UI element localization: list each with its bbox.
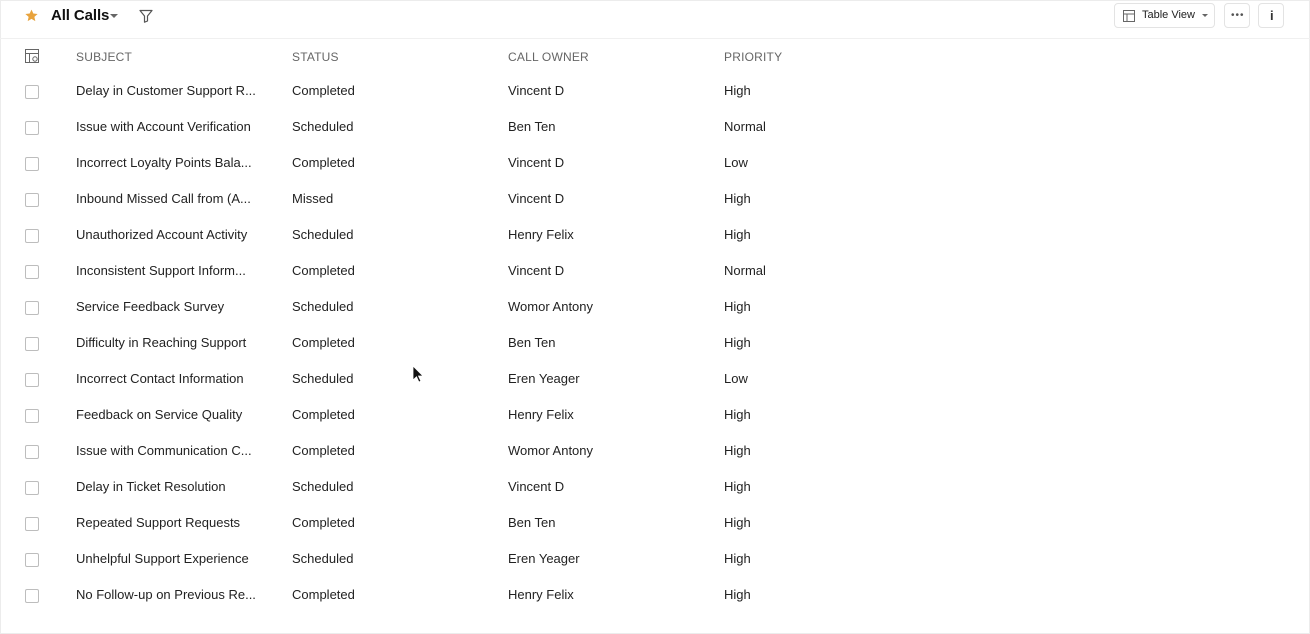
info-button[interactable] xyxy=(1258,3,1284,28)
priority-cell: High xyxy=(724,551,751,566)
table-row[interactable] xyxy=(0,470,1310,506)
subject-cell[interactable]: Delay in Ticket Resolution xyxy=(76,479,226,494)
table-row[interactable] xyxy=(0,362,1310,398)
status-cell: Missed xyxy=(292,191,334,206)
priority-cell: High xyxy=(724,479,751,494)
table-row[interactable] xyxy=(0,218,1310,254)
row-checkbox[interactable] xyxy=(25,301,39,315)
table-view-button[interactable] xyxy=(1114,3,1215,28)
status-cell: Completed xyxy=(292,335,355,350)
owner-cell: Womor Antony xyxy=(508,443,594,458)
priority-cell: High xyxy=(724,227,751,242)
priority-cell: High xyxy=(724,335,751,350)
status-cell: Scheduled xyxy=(292,227,354,242)
priority-cell: High xyxy=(724,83,751,98)
column-header-call-owner[interactable]: CALL OWNER xyxy=(508,50,589,64)
priority-cell: Low xyxy=(724,371,748,386)
row-checkbox[interactable] xyxy=(25,481,39,495)
top-bar xyxy=(0,0,1310,38)
calls-table xyxy=(0,38,1310,614)
status-cell: Completed xyxy=(292,155,355,170)
owner-cell: Vincent D xyxy=(508,263,565,278)
table-row[interactable] xyxy=(0,110,1310,146)
mouse-cursor-icon xyxy=(412,365,424,383)
owner-cell: Henry Felix xyxy=(508,407,574,422)
subject-cell[interactable]: Service Feedback Survey xyxy=(76,299,225,314)
column-header-subject[interactable]: SUBJECT xyxy=(76,50,133,64)
priority-cell: Low xyxy=(724,155,748,170)
row-checkbox[interactable] xyxy=(25,589,39,603)
priority-cell: Normal xyxy=(724,119,766,134)
subject-cell[interactable]: Inbound Missed Call from (A... xyxy=(76,191,251,206)
status-cell: Completed xyxy=(292,587,355,602)
owner-cell: Vincent D xyxy=(508,191,565,206)
subject-cell[interactable]: Difficulty in Reaching Support xyxy=(76,335,247,350)
filter-icon[interactable] xyxy=(138,8,154,24)
page-title[interactable]: All Calls xyxy=(51,7,110,24)
status-cell: Completed xyxy=(292,515,355,530)
status-cell: Scheduled xyxy=(292,551,354,566)
priority-cell: High xyxy=(724,299,751,314)
status-cell: Completed xyxy=(292,407,355,422)
row-checkbox[interactable] xyxy=(25,445,39,459)
priority-cell: High xyxy=(724,443,751,458)
subject-cell[interactable]: Feedback on Service Quality xyxy=(76,407,243,422)
subject-cell[interactable]: Issue with Account Verification xyxy=(76,119,251,134)
owner-cell: Henry Felix xyxy=(508,587,574,602)
status-cell: Scheduled xyxy=(292,479,354,494)
more-options-icon: ••• xyxy=(1231,10,1245,21)
owner-cell: Vincent D xyxy=(508,479,565,494)
owner-cell: Ben Ten xyxy=(508,335,556,350)
owner-cell: Ben Ten xyxy=(508,119,556,134)
row-checkbox[interactable] xyxy=(25,229,39,243)
table-view-label: Table View xyxy=(1142,9,1195,21)
table-row[interactable] xyxy=(0,74,1310,110)
owner-cell: Ben Ten xyxy=(508,515,556,530)
status-cell: Scheduled xyxy=(292,299,354,314)
table-row[interactable] xyxy=(0,146,1310,182)
priority-cell: High xyxy=(724,407,751,422)
status-cell: Completed xyxy=(292,263,355,278)
column-header-priority[interactable]: PRIORITY xyxy=(724,50,783,64)
owner-cell: Eren Yeager xyxy=(508,371,580,386)
row-checkbox[interactable] xyxy=(25,85,39,99)
owner-cell: Vincent D xyxy=(508,155,565,170)
row-checkbox[interactable] xyxy=(25,373,39,387)
column-header-status[interactable]: STATUS xyxy=(292,50,339,64)
table-row[interactable] xyxy=(0,182,1310,218)
info-icon: i xyxy=(1270,8,1274,23)
priority-cell: High xyxy=(724,191,751,206)
table-header xyxy=(0,38,1310,74)
table-row[interactable] xyxy=(0,398,1310,434)
status-cell: Completed xyxy=(292,443,355,458)
status-cell: Completed xyxy=(292,83,355,98)
priority-cell: High xyxy=(724,515,751,530)
row-checkbox[interactable] xyxy=(25,517,39,531)
subject-cell[interactable]: Delay in Customer Support R... xyxy=(76,83,256,98)
row-checkbox[interactable] xyxy=(25,265,39,279)
row-checkbox[interactable] xyxy=(25,121,39,135)
table-row[interactable] xyxy=(0,254,1310,290)
chevron-down-icon xyxy=(1202,14,1208,17)
subject-cell[interactable]: Incorrect Loyalty Points Bala... xyxy=(76,155,252,170)
row-checkbox[interactable] xyxy=(25,193,39,207)
owner-cell: Womor Antony xyxy=(508,299,594,314)
row-checkbox[interactable] xyxy=(25,409,39,423)
row-checkbox[interactable] xyxy=(25,337,39,351)
subject-cell[interactable]: Unhelpful Support Experience xyxy=(76,551,249,566)
more-options-button[interactable] xyxy=(1224,3,1250,28)
column-settings-icon[interactable] xyxy=(25,49,39,63)
priority-cell: Normal xyxy=(724,263,766,278)
row-checkbox[interactable] xyxy=(25,157,39,171)
table-row[interactable] xyxy=(0,542,1310,578)
table-view-icon xyxy=(1123,10,1135,22)
subject-cell[interactable]: Issue with Communication C... xyxy=(76,443,252,458)
row-checkbox[interactable] xyxy=(25,553,39,567)
owner-cell: Vincent D xyxy=(508,83,565,98)
chevron-down-icon[interactable] xyxy=(110,14,118,18)
subject-cell[interactable]: No Follow-up on Previous Re... xyxy=(76,587,256,602)
subject-cell[interactable]: Repeated Support Requests xyxy=(76,515,241,530)
subject-cell[interactable]: Unauthorized Account Activity xyxy=(76,227,248,242)
priority-cell: High xyxy=(724,587,751,602)
subject-cell[interactable]: Inconsistent Support Inform... xyxy=(76,263,246,278)
owner-cell: Eren Yeager xyxy=(508,551,580,566)
table-row[interactable] xyxy=(0,578,1310,614)
subject-cell[interactable]: Incorrect Contact Information xyxy=(76,371,244,386)
star-icon[interactable] xyxy=(24,8,39,23)
table-row[interactable] xyxy=(0,290,1310,326)
table-row[interactable] xyxy=(0,506,1310,542)
table-row[interactable] xyxy=(0,326,1310,362)
owner-cell: Henry Felix xyxy=(508,227,574,242)
status-cell: Scheduled xyxy=(292,371,354,386)
table-row[interactable] xyxy=(0,434,1310,470)
status-cell: Scheduled xyxy=(292,119,354,134)
